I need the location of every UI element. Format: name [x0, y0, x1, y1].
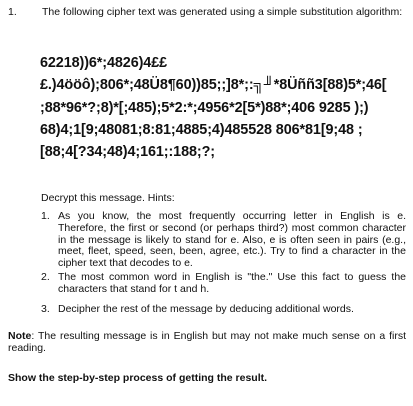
hint-text: The most common word in English is "the." Use this fact to guess the characters that stand for t and h. — [58, 270, 406, 295]
hint-text: Decipher the rest of the message by deducing additional words. — [58, 302, 354, 315]
decrypt-instruction: Decrypt this message. Hints: — [41, 192, 175, 204]
note-paragraph — [8, 330, 406, 354]
note-text: : The resulting message is in English but may not make much sense on a first reading. — [8, 330, 406, 354]
cipher-line: 68)4;1[9;48081;8:81;4885;4)485528 806*81[9;48 ; — [40, 121, 363, 138]
question-number: 1. — [8, 6, 17, 18]
cipher-line: ;88*96*?;8)*[;485);5*2:*;4956*2[5*)88*;406 9285 );) — [40, 99, 369, 116]
hint-item — [41, 272, 406, 296]
final-instruction: Show the step-by-step process of getting the result. — [8, 372, 268, 384]
hint-item — [41, 211, 406, 270]
cipher-line: £.)4ööô);806*;48Ü8¶60))85;;]8*;:╗╜*8Üññ3[88)5*;46[ — [40, 77, 387, 94]
hint-number: 2. — [41, 270, 50, 283]
hints-list — [41, 211, 406, 317]
cipher-line: [88;4[?34;48)4;161;:188;?; — [40, 144, 215, 161]
hint-item — [41, 304, 406, 316]
note-label: Note — [8, 330, 32, 342]
question-text: The following cipher text was generated using a simple substitution algorithm: — [42, 6, 403, 18]
hint-text: As you know, the most frequently occurring letter in English is e. Therefore, the first or second (or perhaps third?) most common character in the message is likely to stand for e. Also, e is often seen in pairs (e.g., meet, fleet, speed, seen, been, agree, etc.). Try to find a character in the cipher text that decodes to e. — [58, 210, 406, 270]
hint-number: 1. — [41, 210, 50, 222]
cipher-text-block — [40, 52, 410, 163]
hint-number: 3. — [41, 302, 50, 315]
cipher-line: 62218))6*;4826)4££ — [40, 55, 168, 71]
